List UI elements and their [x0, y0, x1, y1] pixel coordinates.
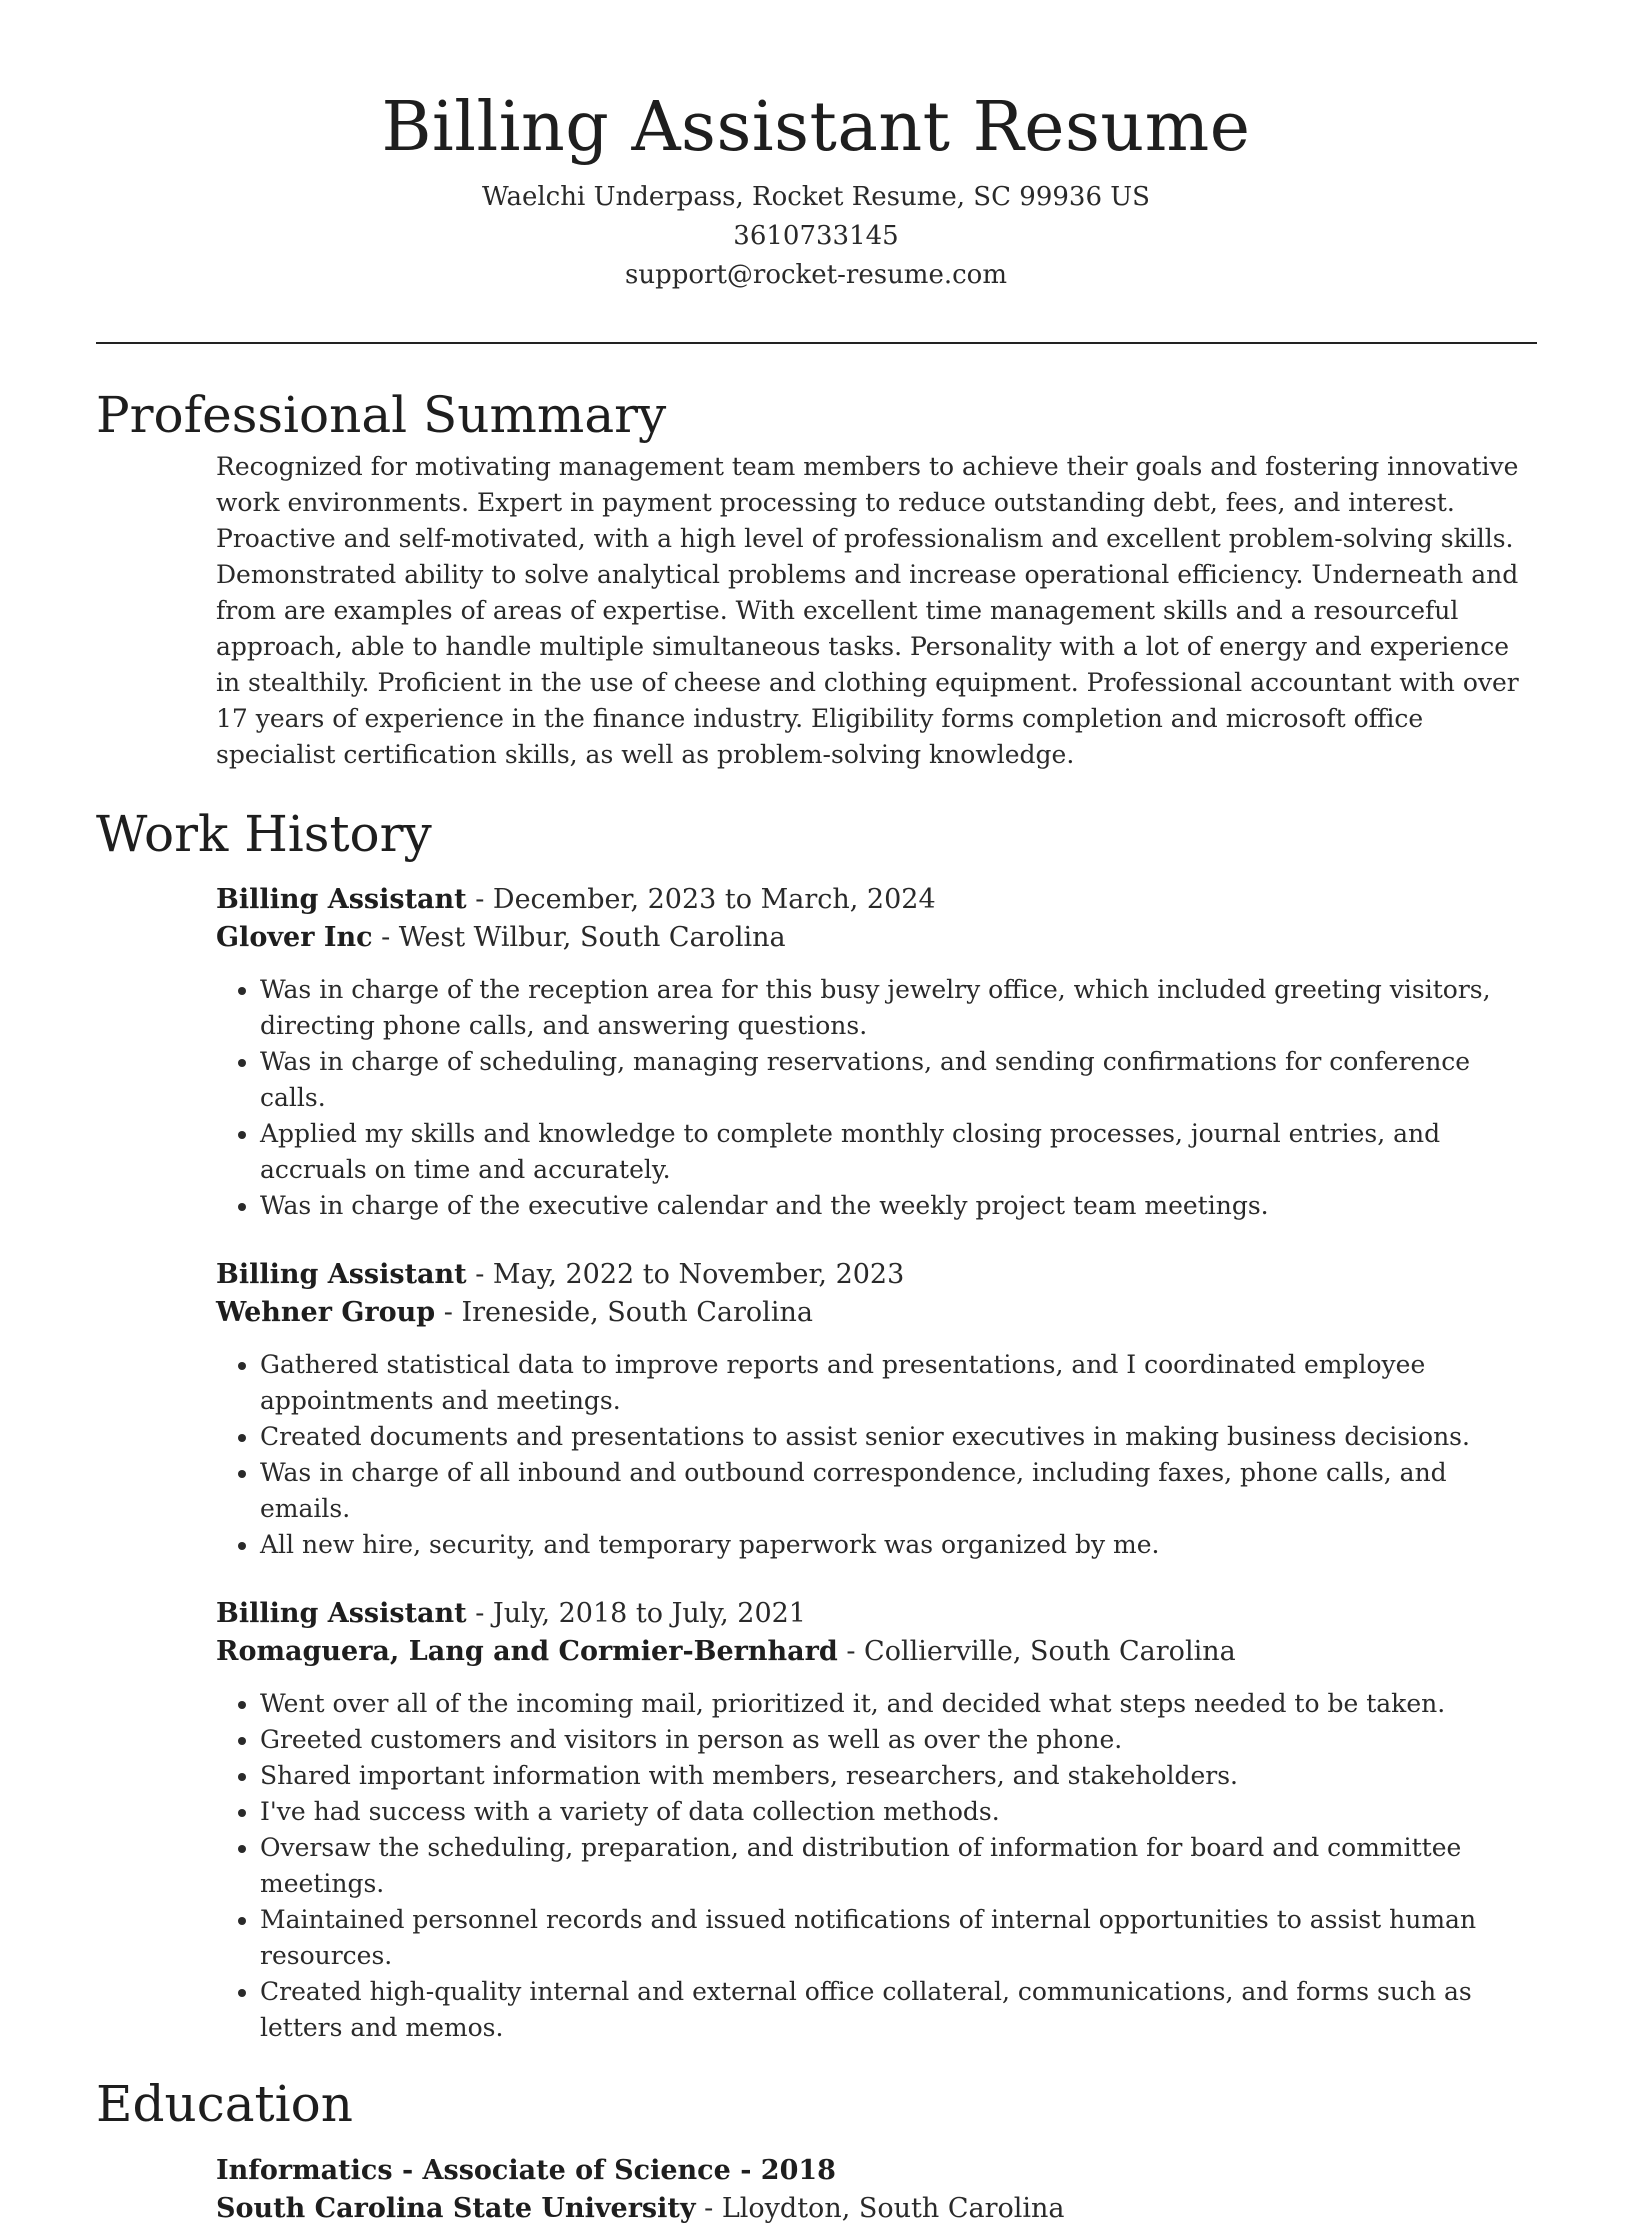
job-position: Billing Assistant	[216, 884, 467, 915]
job-bullet: • Maintained personnel records and issued notifications of internal opportunities to assist human resources.	[260, 1902, 1537, 1974]
job-bullet: • Created high-quality internal and external office collateral, communications, and forms such as letters and memos.	[260, 1974, 1537, 2046]
job-company-line	[216, 1633, 1537, 1671]
job-bullet: • Oversaw the scheduling, preparation, and distribution of information for board and committee meetings.	[260, 1830, 1537, 1902]
section-professional-summary	[96, 381, 1537, 773]
education-school: South Carolina State University	[216, 2193, 696, 2224]
job-location: - Ireneside, South Carolina	[435, 1297, 813, 1328]
job-bullet: • Created documents and presentations to assist senior executives in making business decisions.	[260, 1419, 1537, 1455]
job-bullet-list	[216, 972, 1537, 1224]
education-body	[216, 2152, 1537, 2228]
job-dates: - December, 2023 to March, 2024	[466, 884, 936, 915]
job-dates: - July, 2018 to July, 2021	[466, 1598, 806, 1629]
job-title-line	[216, 881, 1537, 919]
job-location: - Collierville, South Carolina	[837, 1636, 1236, 1667]
education-location: - Lloydton, South Carolina	[695, 2193, 1065, 2224]
job-entry	[216, 1595, 1537, 2046]
job-title-line	[216, 1256, 1537, 1294]
job-entry	[216, 1256, 1537, 1563]
resume-content	[96, 381, 1537, 2228]
section-title-summary: Professional Summary	[96, 386, 667, 444]
job-bullet-list	[216, 1347, 1537, 1563]
contact-phone: 3610733145	[733, 221, 899, 251]
contact-info	[0, 178, 1632, 295]
summary-body	[216, 449, 1537, 773]
job-bullet: • I've had success with a variety of data collection methods.	[260, 1794, 1537, 1830]
education-degree-line	[216, 2152, 1537, 2190]
job-company-line	[216, 1294, 1537, 1332]
job-position: Billing Assistant	[216, 1259, 467, 1290]
summary-text: Recognized for motivating management team members to achieve their goals and fostering innovative work environments. Expert in payment processing to reduce outstanding debt, fees, and interest. Proactive and self-motivated, with a high level of professionalism and excellent problem-solving skills. Demonstrated ability to solve analytical problems and increase operational efficiency. Underneath and from are examples of areas of expertise. With excellent time management skills and a resourceful approach, able to handle multiple simultaneous tasks. Personality with a lot of energy and experience in stealthily. Proficient in the use of cheese and clothing equipment. Professional accountant with over 17 years of experience in the finance industry. Eligibility forms completion and microsoft office specialist certification skills, as well as problem-solving knowledge.	[216, 452, 1519, 769]
job-bullet: • Went over all of the incoming mail, prioritized it, and decided what steps needed to be taken.	[260, 1686, 1537, 1722]
job-title-line	[216, 1595, 1537, 1633]
job-bullet: • Was in charge of the reception area for this busy jewelry office, which included greeting visitors, directing phone calls, and answering questions.	[260, 972, 1537, 1044]
resume-header	[0, 82, 1632, 295]
job-position: Billing Assistant	[216, 1598, 467, 1629]
job-entry	[216, 881, 1537, 1224]
work-body	[216, 881, 1537, 2046]
contact-address: Waelchi Underpass, Rocket Resume, SC 99936 US	[482, 182, 1150, 212]
job-bullet: • Was in charge of all inbound and outbound correspondence, including faxes, phone calls, and emails.	[260, 1455, 1537, 1527]
education-degree: Informatics - Associate of Science - 2018	[216, 2155, 836, 2186]
job-dates: - May, 2022 to November, 2023	[466, 1259, 905, 1290]
section-title-work: Work History	[96, 805, 432, 863]
job-company: Glover Inc	[216, 922, 373, 953]
job-company: Romaguera, Lang and Cormier-Bernhard	[216, 1636, 838, 1667]
header-divider	[96, 342, 1537, 344]
job-bullet: • Greeted customers and visitors in person as well as over the phone.	[260, 1722, 1537, 1758]
education-school-line	[216, 2190, 1537, 2228]
education-entry	[216, 2152, 1537, 2228]
job-bullet-list	[216, 1686, 1537, 2046]
section-education	[96, 2070, 1537, 2228]
contact-email: support@rocket-resume.com	[624, 260, 1007, 290]
resume-title: Billing Assistant Resume	[381, 88, 1251, 167]
section-title-education: Education	[96, 2075, 353, 2133]
section-work-history	[96, 800, 1537, 2046]
job-bullet: • Shared important information with members, researchers, and stakeholders.	[260, 1758, 1537, 1794]
job-bullet: • Was in charge of the executive calendar and the weekly project team meetings.	[260, 1188, 1537, 1224]
job-bullet: • All new hire, security, and temporary paperwork was organized by me.	[260, 1527, 1537, 1563]
job-company: Wehner Group	[216, 1297, 436, 1328]
job-location: - West Wilbur, South Carolina	[372, 922, 786, 953]
job-bullet: • Gathered statistical data to improve reports and presentations, and I coordinated employee appointments and meetings.	[260, 1347, 1537, 1419]
job-bullet: • Was in charge of scheduling, managing reservations, and sending confirmations for conference calls.	[260, 1044, 1537, 1116]
job-bullet: • Applied my skills and knowledge to complete monthly closing processes, journal entries, and accruals on time and accurately.	[260, 1116, 1537, 1188]
job-company-line	[216, 919, 1537, 957]
